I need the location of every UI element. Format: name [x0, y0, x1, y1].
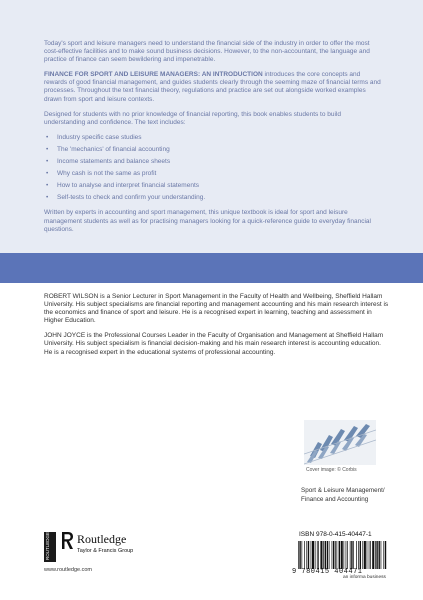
- author-bio-joyce: JOHN JOYCE is the Professional Courses Leader in the Faculty of Organisation and Management at Sheffield Hallam University. His subject specialism is financial decision-making and his main research interest is accounting education. He is a recognised expert in the educational systems of professional accounting.: [44, 332, 384, 356]
- title-paragraph-rest: introduces the core concepts and rewards of good financial management, and guides students clearly through the seeming maze of financial terms and processes. Throughout the text financial theory, regulations and practice are set out alongside worked examples drawn from sport and leisure contexts.: [44, 71, 381, 103]
- blue-band: [0, 253, 423, 283]
- subject-line-2: Finance and Accounting: [301, 495, 369, 503]
- book-title: FINANCE FOR SPORT AND LEISURE MANAGERS: AN INTRODUCTION: [44, 71, 263, 79]
- side-logo-text: ROUTLEDGE: [45, 531, 50, 560]
- closing-paragraph: Written by experts in accounting and sport management, this unique textbook is ideal for sport and leisure management students as well as for practising managers looking for a quick-reference guide to everyday financial questions.: [44, 209, 371, 233]
- routledge-r-icon: [61, 531, 74, 550]
- designed-for-paragraph: Designed for students with no prior knowledge of financial reporting, this book enables students to build understanding and confidence. The text includes:: [44, 110, 342, 126]
- routledge-side-logo: [44, 532, 56, 562]
- isbn-barcode: [297, 541, 387, 569]
- stadium-seats-image: [304, 420, 376, 465]
- intro-paragraph: Today's sport and leisure managers need to understand the financial side of the industry in order to offer the most cost-effective facilities and to make sound business decisions. However, to the non-accountant, the language and practice of finance can seem bewildering and impenetrable.: [44, 40, 370, 64]
- cover-thumbnail: [304, 420, 376, 465]
- list-item: • Income statements and balance sheets: [44, 158, 384, 166]
- list-item: • How to analyse and interpret financial statements: [44, 182, 384, 190]
- list-item: • Self-tests to check and confirm your understanding.: [44, 194, 384, 202]
- isbn-label: ISBN 978-0-415-40447-1: [299, 531, 372, 538]
- list-item: • Why cash is not the same as profit: [44, 170, 384, 178]
- author-bios: [44, 293, 389, 364]
- subject-line-1: Sport & Leisure Management/: [301, 487, 385, 494]
- book-description: [44, 40, 384, 241]
- feature-list: [44, 134, 384, 203]
- publisher-group: Taylor & Francis Group: [77, 548, 134, 554]
- barcode-digits: 9 780415 404471: [292, 568, 363, 576]
- title-paragraph: [44, 71, 384, 103]
- list-item: • Industry specific case studies: [44, 134, 384, 142]
- author-bio-wilson: ROBERT WILSON is a Senior Lecturer in Sport Management in the Faculty of Health and Wellbeing, Sheffield Hallam University. His subject specialisms are financial reporting and management accounting and his main research interest is the economics and finance of sport and leisure. He is a recognised expert in learning, teaching and assessment in Higher Education.: [44, 293, 389, 325]
- informa-tagline: an informa business: [343, 575, 386, 580]
- publisher-name: Routledge: [77, 532, 127, 546]
- cover-image-credit: Cover image: © Corbis: [306, 467, 357, 473]
- list-item: • The 'mechanics' of financial accounting: [44, 146, 384, 154]
- subject-category: [301, 487, 391, 504]
- publisher-url: www.routledge.com: [44, 567, 92, 573]
